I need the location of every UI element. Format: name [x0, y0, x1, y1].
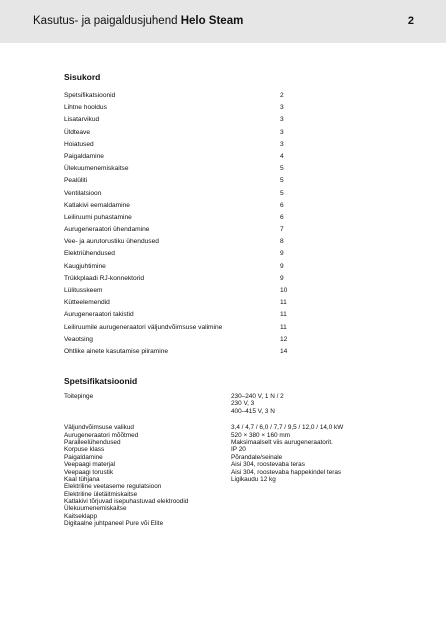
- toc-item-page: 4: [280, 152, 284, 160]
- product-name: Helo Steam: [180, 15, 244, 27]
- toc-item-page: 3: [280, 116, 284, 124]
- toc-item-label: Aurugeneraatori takistid: [64, 311, 134, 319]
- spec-spacer: [64, 415, 364, 424]
- spec-row: [64, 483, 364, 490]
- spec-label: Ülekuumenemiskaitse: [64, 505, 127, 513]
- spec-row: [64, 432, 364, 439]
- specifications-list: [64, 393, 364, 528]
- spec-row: [64, 505, 364, 512]
- spec-row: [64, 424, 364, 431]
- toc-item-page: 3: [280, 104, 284, 112]
- toc-item-page: 2: [280, 92, 284, 99]
- toc-item-page: 6: [280, 201, 284, 209]
- spec-value: 3,4 / 4,7 / 6,0 / 7,7 / 9,5 / 12,0 / 14,0 kW: [231, 424, 344, 432]
- toc-item[interactable]: [64, 236, 294, 248]
- spec-label: Aurugeneraatori mõõtmed: [64, 431, 139, 439]
- spec-label: Katlakivi tõrjuvad isepuhastuvad elektroodid: [64, 498, 189, 506]
- spec-value: 520 × 380 × 160 mm: [231, 431, 290, 439]
- toc-item-label: Ülekuumenemiskaitse: [64, 165, 129, 173]
- toc-item-label: Aurugeneraatori ühendamine: [64, 226, 150, 234]
- toc-item-page: 9: [280, 262, 284, 270]
- spec-value-group: [231, 393, 364, 415]
- toc-item[interactable]: [64, 248, 294, 260]
- toc-item-page: 11: [280, 323, 287, 331]
- toc-item-page: 7: [280, 226, 284, 234]
- spec-row-supply: [64, 393, 364, 415]
- spec-value: Ligikaudu 12 kg: [231, 475, 276, 483]
- toc-item-page: 3: [280, 128, 284, 136]
- table-of-contents: [64, 90, 294, 358]
- toc-item-label: Leiliruumi puhastamine: [64, 213, 132, 221]
- spec-label: Kaitseklapp: [64, 512, 98, 520]
- spec-value: Aisi 304, roostevaba teras: [231, 461, 305, 469]
- spec-label: Väljundvõimsuse valikud: [64, 424, 134, 432]
- toc-item[interactable]: [64, 224, 294, 236]
- toc-item[interactable]: [64, 322, 294, 334]
- spec-value: Maksimaalselt viis aurugeneraatorit.: [231, 438, 333, 446]
- toc-item[interactable]: [64, 297, 294, 309]
- spec-label: Kaal tühjana: [64, 475, 100, 483]
- toc-item-label: Kaugjuhtimine: [64, 262, 106, 270]
- spec-value: IP 20: [231, 446, 246, 454]
- spec-value: 230–240 V, 1 N / 2: [231, 393, 284, 400]
- toc-item-label: Lülitusskeem: [64, 287, 103, 294]
- spec-label: Elektriline ületäitmiskaitse: [64, 490, 138, 498]
- toc-item-label: Ventilatsioon: [64, 189, 102, 197]
- toc-item-label: Katlakivi eemaldamine: [64, 201, 130, 209]
- toc-item-page: 9: [280, 250, 284, 258]
- toc-item[interactable]: [64, 261, 294, 273]
- page-header: [0, 0, 446, 43]
- spec-label: Paralleelühendused: [64, 438, 121, 446]
- toc-item-page: 11: [280, 311, 287, 319]
- toc-item-label: Leiliruumile aurugeneraatori väljundvõimsuse valimine: [64, 323, 223, 331]
- toc-item[interactable]: [64, 285, 294, 297]
- spec-value: Aisi 304, roostevaba happekindel teras: [231, 468, 342, 476]
- spec-row: [64, 446, 364, 453]
- toc-item-page: 10: [280, 287, 288, 294]
- toc-item-label: Pealüliti: [64, 177, 88, 185]
- spec-label: Toitepinge: [64, 393, 94, 400]
- toc-item-page: 8: [280, 238, 284, 246]
- toc-item[interactable]: [64, 102, 294, 114]
- toc-heading: Sisukord: [64, 72, 101, 82]
- toc-item[interactable]: [64, 212, 294, 224]
- toc-item-label: Spetsifikatsioonid: [64, 92, 116, 99]
- spec-value: Põrandale/seinale: [231, 453, 283, 461]
- toc-item[interactable]: [64, 151, 294, 163]
- spec-label: Korpuse klass: [64, 446, 105, 454]
- page-number: 2: [407, 15, 414, 27]
- spec-label: Elektriline veetaseme regulatsioon: [64, 483, 162, 491]
- toc-item[interactable]: [64, 127, 294, 139]
- spec-row: [64, 513, 364, 520]
- spec-row: [64, 476, 364, 483]
- toc-item-page: 5: [280, 189, 284, 197]
- spec-label: Paigaldamine: [64, 453, 103, 461]
- toc-item-page: 11: [280, 299, 287, 307]
- toc-item-page: 5: [280, 177, 284, 185]
- toc-item-page: 6: [280, 213, 284, 221]
- toc-item-label: Üldteave: [64, 128, 91, 136]
- toc-item[interactable]: [64, 139, 294, 151]
- toc-item-page: 3: [280, 140, 284, 148]
- document-title-prefix: Kasutus- ja paigaldusjuhend: [33, 15, 181, 27]
- specs-heading: Spetsifikatsioonid: [64, 376, 138, 386]
- document-title: [33, 15, 243, 27]
- spec-value: 230 V, 3: [231, 400, 255, 408]
- toc-item[interactable]: [64, 175, 294, 187]
- spec-row: [64, 439, 364, 446]
- toc-item[interactable]: [64, 163, 294, 175]
- spec-label: Digitaalne juhtpaneel Pure või Elite: [64, 520, 164, 528]
- toc-item-label: Veaotsing: [64, 335, 93, 343]
- toc-item-label: Paigaldamine: [64, 152, 104, 160]
- toc-item-page: 12: [280, 335, 288, 343]
- toc-item[interactable]: [64, 188, 294, 200]
- toc-item[interactable]: [64, 309, 294, 321]
- toc-item-label: Vee- ja aurutorustiku ühendused: [64, 238, 159, 246]
- toc-item[interactable]: [64, 346, 294, 358]
- toc-item-label: Lihtne hooldus: [64, 104, 107, 112]
- spec-row: [64, 520, 364, 527]
- toc-item-label: Hoiatused: [64, 140, 94, 148]
- spec-row: [64, 469, 364, 476]
- toc-item[interactable]: [64, 334, 294, 346]
- spec-label: Veepaagi torustik: [64, 468, 114, 476]
- spec-rows: [64, 424, 364, 527]
- toc-item[interactable]: [64, 114, 294, 126]
- toc-item-label: Lisatarvikud: [64, 116, 100, 124]
- toc-item[interactable]: [64, 90, 294, 102]
- spec-label: Veepaagi materjal: [64, 461, 116, 469]
- toc-item-label: Ohtlike ainete kasutamise piiramine: [64, 347, 169, 355]
- toc-item-label: Trükkplaadi RJ-konnektorid: [64, 274, 145, 282]
- toc-item-page: 9: [280, 274, 284, 282]
- spec-row: [64, 461, 364, 468]
- spec-value: 400–415 V, 3 N: [231, 407, 275, 415]
- toc-item-label: Elektriühendused: [64, 250, 115, 258]
- spec-row: [64, 491, 364, 498]
- toc-item-page: 14: [280, 347, 288, 355]
- toc-item[interactable]: [64, 273, 294, 285]
- spec-row: [64, 454, 364, 461]
- toc-item[interactable]: [64, 200, 294, 212]
- toc-item-label: Kütteelemendid: [64, 299, 110, 307]
- toc-item-page: 5: [280, 165, 284, 173]
